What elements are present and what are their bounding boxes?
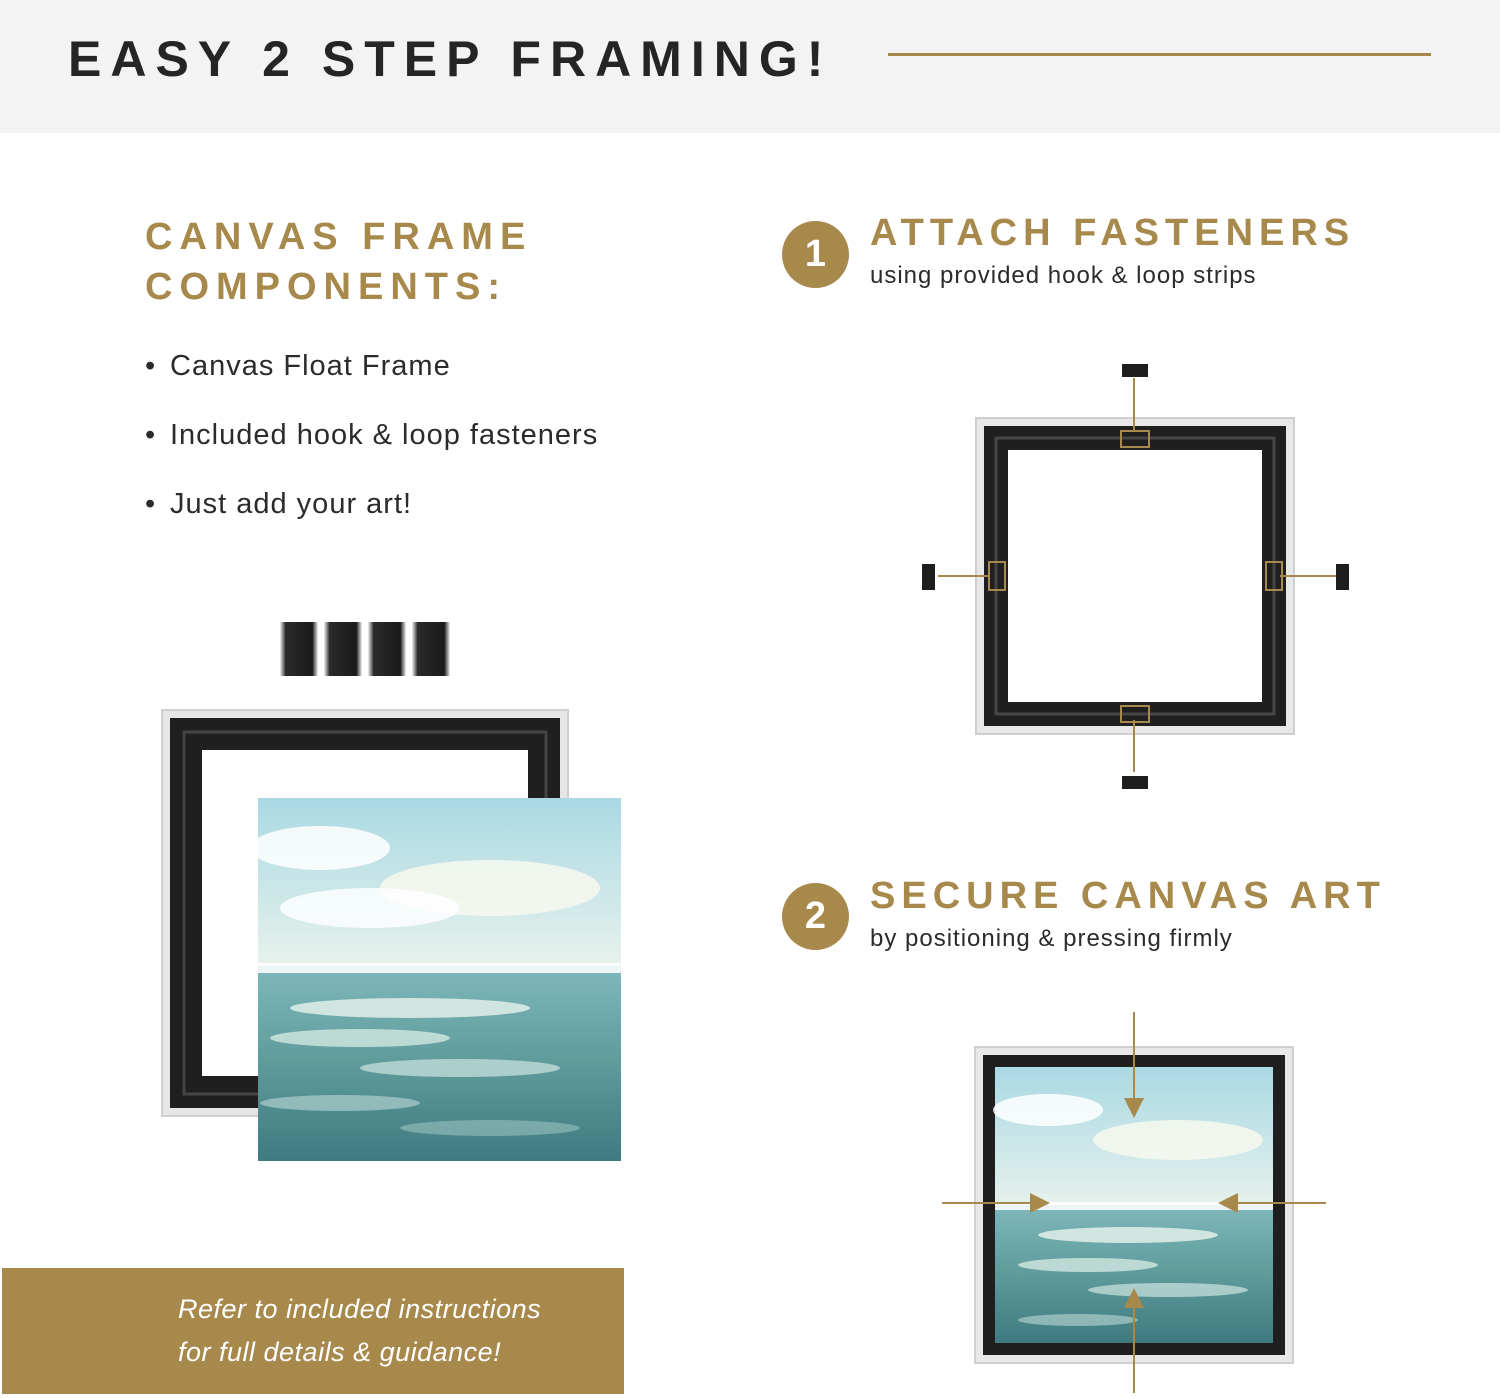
bullet: • bbox=[145, 488, 157, 520]
fastener-strip bbox=[412, 622, 450, 676]
component-label: Just add your art! bbox=[170, 488, 413, 520]
frame-and-canvas-illustration bbox=[160, 708, 625, 1166]
fastener-strip bbox=[280, 622, 318, 676]
header-rule bbox=[888, 53, 1431, 56]
step-1-subtitle: using provided hook & loop strips bbox=[870, 262, 1257, 289]
components-heading bbox=[145, 212, 532, 312]
instructions-note-line2: for full details & guidance! bbox=[178, 1337, 502, 1367]
instructions-note-box bbox=[2, 1268, 624, 1394]
components-heading-line2: COMPONENTS: bbox=[145, 266, 507, 308]
step-2-title: SECURE CANVAS ART bbox=[870, 875, 1386, 917]
attach-fasteners-illustration bbox=[918, 360, 1358, 795]
step-1-title: ATTACH FASTENERS bbox=[870, 212, 1356, 254]
bullet: • bbox=[145, 419, 157, 451]
canvas-painting bbox=[250, 798, 621, 1161]
fastener-strip-left bbox=[922, 564, 935, 590]
instructions-note-line1: Refer to included instructions bbox=[178, 1294, 542, 1324]
fastener-strip bbox=[324, 622, 362, 676]
components-heading-line1: CANVAS FRAME bbox=[145, 216, 533, 258]
fastener-strip bbox=[368, 622, 406, 676]
step-1-badge: 1 bbox=[782, 221, 849, 288]
secure-canvas-illustration bbox=[938, 1010, 1330, 1395]
component-item bbox=[145, 419, 598, 452]
frame-opening bbox=[1008, 450, 1262, 702]
page-title: EASY 2 STEP FRAMING! bbox=[68, 31, 833, 87]
fastener-strip-top bbox=[1122, 364, 1148, 377]
component-label: Included hook & loop fasteners bbox=[170, 419, 599, 451]
step-2-badge: 2 bbox=[782, 883, 849, 950]
bullet: • bbox=[145, 350, 157, 382]
fastener-strip-right bbox=[1336, 564, 1349, 590]
component-item bbox=[145, 488, 412, 521]
fastener-strip-bottom bbox=[1122, 776, 1148, 789]
component-item bbox=[145, 350, 451, 383]
component-label: Canvas Float Frame bbox=[170, 350, 451, 382]
step-2-subtitle: by positioning & pressing firmly bbox=[870, 925, 1233, 952]
fastener-strips-illustration bbox=[278, 620, 453, 678]
